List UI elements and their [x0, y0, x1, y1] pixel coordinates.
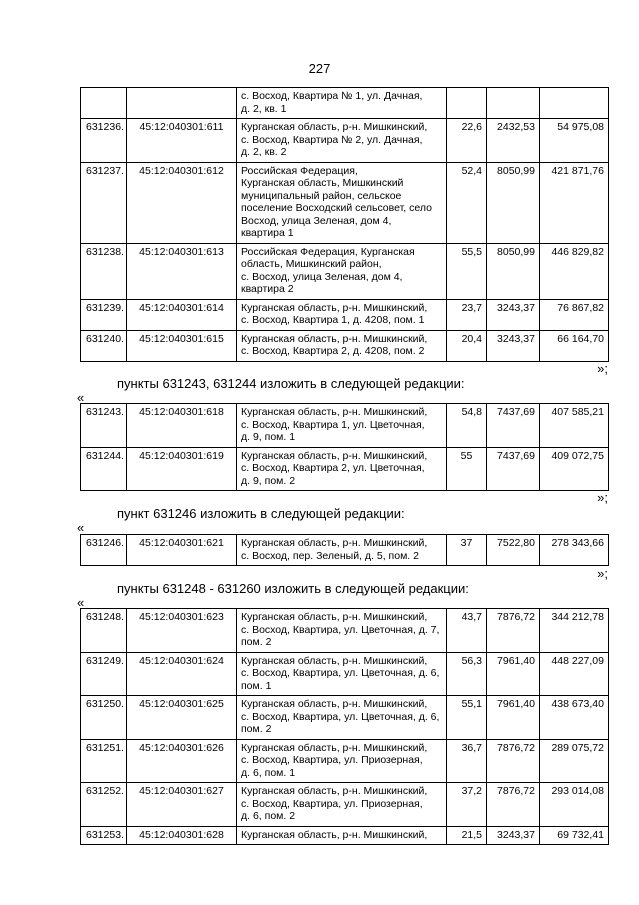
total-cost-cell: 289 075,72 — [540, 739, 609, 783]
table-row — [81, 826, 609, 845]
table-2 — [80, 403, 609, 491]
page-number: 227 — [308, 61, 331, 76]
table-row — [81, 119, 609, 163]
address-line: пом. 1 — [241, 679, 272, 692]
area-cell: 52,4 — [447, 162, 487, 243]
area-cell: 23,7 — [447, 299, 487, 330]
item-number-cell: 631237. — [81, 162, 127, 243]
item-number-cell: 631239. — [81, 299, 127, 330]
address-line: д. 6, пом. 1 — [241, 766, 296, 779]
price-per-unit-cell: 8050,99 — [487, 243, 540, 299]
total-cost-cell: 344 212,78 — [540, 609, 609, 653]
total-cost-cell: 421 871,76 — [540, 162, 609, 243]
area-cell: 37,2 — [447, 783, 487, 827]
area-cell: 54,8 — [447, 404, 487, 448]
address-line: Курганская область, р-н. Мишкинский, — [241, 785, 428, 797]
address-line: Курганская область, р-н. Мишкинский, — [241, 121, 428, 133]
closing-quote-3: »; — [597, 566, 608, 581]
area-cell: 36,7 — [447, 739, 487, 783]
address-line: Курганская область, р-н. Мишкинский, — [241, 406, 428, 418]
address-line: с. Восход, Квартира, ул. Приозерная, — [241, 754, 423, 766]
table-row — [81, 739, 609, 783]
price-per-unit-cell — [487, 88, 540, 119]
address-line: с. Восход, пер. Зеленый, д. 5, пом. 2 — [241, 549, 419, 562]
address-line: Курганская область, р-н. Мишкинский, — [241, 301, 428, 314]
item-number-cell: 631246. — [81, 535, 127, 566]
address-line: с. Восход, Квартира № 2, ул. Дачная, — [241, 133, 423, 146]
price-per-unit-cell: 7876,72 — [487, 609, 540, 653]
total-cost-cell: 76 867,82 — [540, 299, 609, 330]
address-cell — [237, 88, 447, 119]
table-row — [81, 652, 609, 696]
price-per-unit-cell: 3243,37 — [487, 826, 540, 845]
address-cell — [237, 119, 447, 163]
address-cell — [237, 447, 447, 491]
area-cell: 21,5 — [447, 826, 487, 845]
area-cell: 56,3 — [447, 652, 487, 696]
cadastral-number-cell: 45:12:040301:619 — [127, 447, 237, 491]
price-per-unit-cell: 7876,72 — [487, 783, 540, 827]
table-row — [81, 162, 609, 243]
total-cost-cell: 54 975,08 — [540, 119, 609, 163]
address-line: область, Мишкинский район, — [241, 258, 382, 270]
item-number-cell: 631251. — [81, 739, 127, 783]
cadastral-number-cell: 45:12:040301:628 — [127, 826, 237, 845]
address-line: с. Восход, Квартира 1, д. 4208, пом. 1 — [241, 314, 425, 326]
address-line: с. Восход, Квартира, ул. Приозерная, — [241, 797, 423, 810]
address-line: пом. 2 — [241, 636, 272, 648]
table-1 — [80, 87, 609, 362]
area-cell: 55,1 — [447, 696, 487, 740]
cadastral-number-cell: 45:12:040301:613 — [127, 243, 237, 299]
address-line: с. Восход, Квартира 1, ул. Цветочная, — [241, 418, 425, 431]
address-cell — [237, 404, 447, 448]
price-per-unit-cell: 7876,72 — [487, 739, 540, 783]
closing-quote-1: »; — [597, 361, 608, 376]
table-row — [81, 783, 609, 827]
address-line: с. Восход, Квартира, ул. Цветочная, д. 6, — [241, 710, 440, 723]
address-cell — [237, 162, 447, 243]
address-line: с. Восход, Квартира 2, ул. Цветочная, — [241, 462, 425, 474]
cadastral-number-cell: 45:12:040301:621 — [127, 535, 237, 566]
address-line: Курганская область, Мишкинский — [241, 177, 404, 189]
item-number-cell: 631250. — [81, 696, 127, 740]
cadastral-number-cell: 45:12:040301:626 — [127, 739, 237, 783]
address-line: Курганская область, р-н. Мишкинский, — [241, 828, 428, 841]
price-per-unit-cell: 3243,37 — [487, 330, 540, 361]
table-row — [81, 447, 609, 491]
opening-quote-1: « — [77, 390, 85, 405]
instruction-3: пункты 631248 - 631260 изложить в следующей редакции: — [117, 581, 469, 596]
instruction-2: пункт 631246 изложить в следующей редакции: — [117, 506, 405, 521]
address-cell — [237, 330, 447, 361]
area-cell: 20,4 — [447, 330, 487, 361]
total-cost-cell: 448 227,09 — [540, 652, 609, 696]
address-line: Восход, улица Зеленая, дом 4, — [241, 214, 392, 227]
table-row — [81, 535, 609, 566]
area-cell: 37 — [447, 535, 487, 566]
total-cost-cell: 407 585,21 — [540, 404, 609, 448]
total-cost-cell: 66 164,70 — [540, 330, 609, 361]
item-number-cell: 631236. — [81, 119, 127, 163]
area-cell — [447, 88, 487, 119]
address-line: муниципальный район, сельское — [241, 189, 402, 202]
address-cell — [237, 739, 447, 783]
cadastral-number-cell: 45:12:040301:611 — [127, 119, 237, 163]
price-per-unit-cell: 7961,40 — [487, 696, 540, 740]
address-cell — [237, 609, 447, 653]
total-cost-cell — [540, 88, 609, 119]
cadastral-number-cell — [127, 88, 237, 119]
address-line: с. Восход, улица Зеленая, дом 4, — [241, 270, 403, 283]
address-line: Курганская область, р-н. Мишкинский, — [241, 654, 428, 667]
price-per-unit-cell: 8050,99 — [487, 162, 540, 243]
price-per-unit-cell: 7437,69 — [487, 404, 540, 448]
address-line: Курганская область, р-н. Мишкинский, — [241, 698, 428, 710]
address-line: д. 9, пом. 1 — [241, 431, 296, 443]
address-line: Курганская область, р-н. Мишкинский, — [241, 537, 428, 549]
closing-quote-2: »; — [597, 490, 608, 505]
address-line: квартира 2 — [241, 283, 294, 295]
address-line: д. 2, кв. 2 — [241, 146, 287, 158]
table-row — [81, 696, 609, 740]
address-line: д. 6, пом. 2 — [241, 810, 296, 822]
item-number-cell: 631244. — [81, 447, 127, 491]
area-cell: 22,6 — [447, 119, 487, 163]
area-cell: 55 — [447, 447, 487, 491]
table-4 — [80, 608, 609, 845]
item-number-cell — [81, 88, 127, 119]
item-number-cell: 631240. — [81, 330, 127, 361]
cadastral-number-cell: 45:12:040301:612 — [127, 162, 237, 243]
address-cell — [237, 826, 447, 845]
cadastral-number-cell: 45:12:040301:618 — [127, 404, 237, 448]
item-number-cell: 631252. — [81, 783, 127, 827]
item-number-cell: 631253. — [81, 826, 127, 845]
address-line: Курганская область, р-н. Мишкинский, — [241, 741, 428, 754]
address-line: с. Восход, Квартира, ул. Цветочная, д. 7, — [241, 623, 440, 636]
address-cell — [237, 535, 447, 566]
total-cost-cell: 278 343,66 — [540, 535, 609, 566]
address-line: Курганская область, р-н. Мишкинский, — [241, 611, 428, 623]
item-number-cell: 631238. — [81, 243, 127, 299]
address-line: д. 9, пом. 2 — [241, 474, 296, 487]
total-cost-cell: 69 732,41 — [540, 826, 609, 845]
price-per-unit-cell: 7961,40 — [487, 652, 540, 696]
item-number-cell: 631249. — [81, 652, 127, 696]
total-cost-cell: 438 673,40 — [540, 696, 609, 740]
opening-quote-2: « — [77, 520, 85, 535]
price-per-unit-cell: 3243,37 — [487, 299, 540, 330]
address-line: с. Восход, Квартира № 1, ул. Дачная, — [241, 90, 423, 102]
table-row — [81, 404, 609, 448]
instruction-1: пункты 631243, 631244 изложить в следующей редакции: — [117, 376, 465, 391]
address-cell — [237, 299, 447, 330]
total-cost-cell: 293 014,08 — [540, 783, 609, 827]
total-cost-cell: 409 072,75 — [540, 447, 609, 491]
address-cell — [237, 783, 447, 827]
address-line: с. Восход, Квартира 2, д. 4208, пом. 2 — [241, 345, 425, 357]
address-cell — [237, 696, 447, 740]
table-row — [81, 609, 609, 653]
cadastral-number-cell: 45:12:040301:615 — [127, 330, 237, 361]
table-row — [81, 299, 609, 330]
cadastral-number-cell: 45:12:040301:624 — [127, 652, 237, 696]
price-per-unit-cell: 7437,69 — [487, 447, 540, 491]
cadastral-number-cell: 45:12:040301:614 — [127, 299, 237, 330]
area-cell: 55,5 — [447, 243, 487, 299]
item-number-cell: 631243. — [81, 404, 127, 448]
cadastral-number-cell: 45:12:040301:623 — [127, 609, 237, 653]
table-3 — [80, 534, 609, 566]
address-line: Курганская область, р-н. Мишкинский, — [241, 332, 428, 345]
cadastral-number-cell: 45:12:040301:627 — [127, 783, 237, 827]
price-per-unit-cell: 7522,80 — [487, 535, 540, 566]
opening-quote-3: « — [77, 595, 85, 610]
total-cost-cell: 446 829,82 — [540, 243, 609, 299]
price-per-unit-cell: 2432,53 — [487, 119, 540, 163]
address-line: д. 2, кв. 1 — [241, 102, 287, 115]
address-line: Курганская область, р-н. Мишкинский, — [241, 449, 428, 462]
area-cell: 43,7 — [447, 609, 487, 653]
address-cell — [237, 652, 447, 696]
item-number-cell: 631248. — [81, 609, 127, 653]
address-line: поселение Восходский сельсовет, село — [241, 202, 432, 214]
address-cell — [237, 243, 447, 299]
table-row — [81, 330, 609, 361]
address-line: квартира 1 — [241, 227, 294, 239]
address-line: Российская Федерация, Курганская — [241, 245, 415, 258]
address-line: с. Восход, Квартира, ул. Цветочная, д. 6, — [241, 667, 440, 679]
table-row — [81, 243, 609, 299]
cadastral-number-cell: 45:12:040301:625 — [127, 696, 237, 740]
address-line: Российская Федерация, — [241, 164, 358, 177]
table-row — [81, 88, 609, 119]
address-line: пом. 2 — [241, 723, 272, 735]
